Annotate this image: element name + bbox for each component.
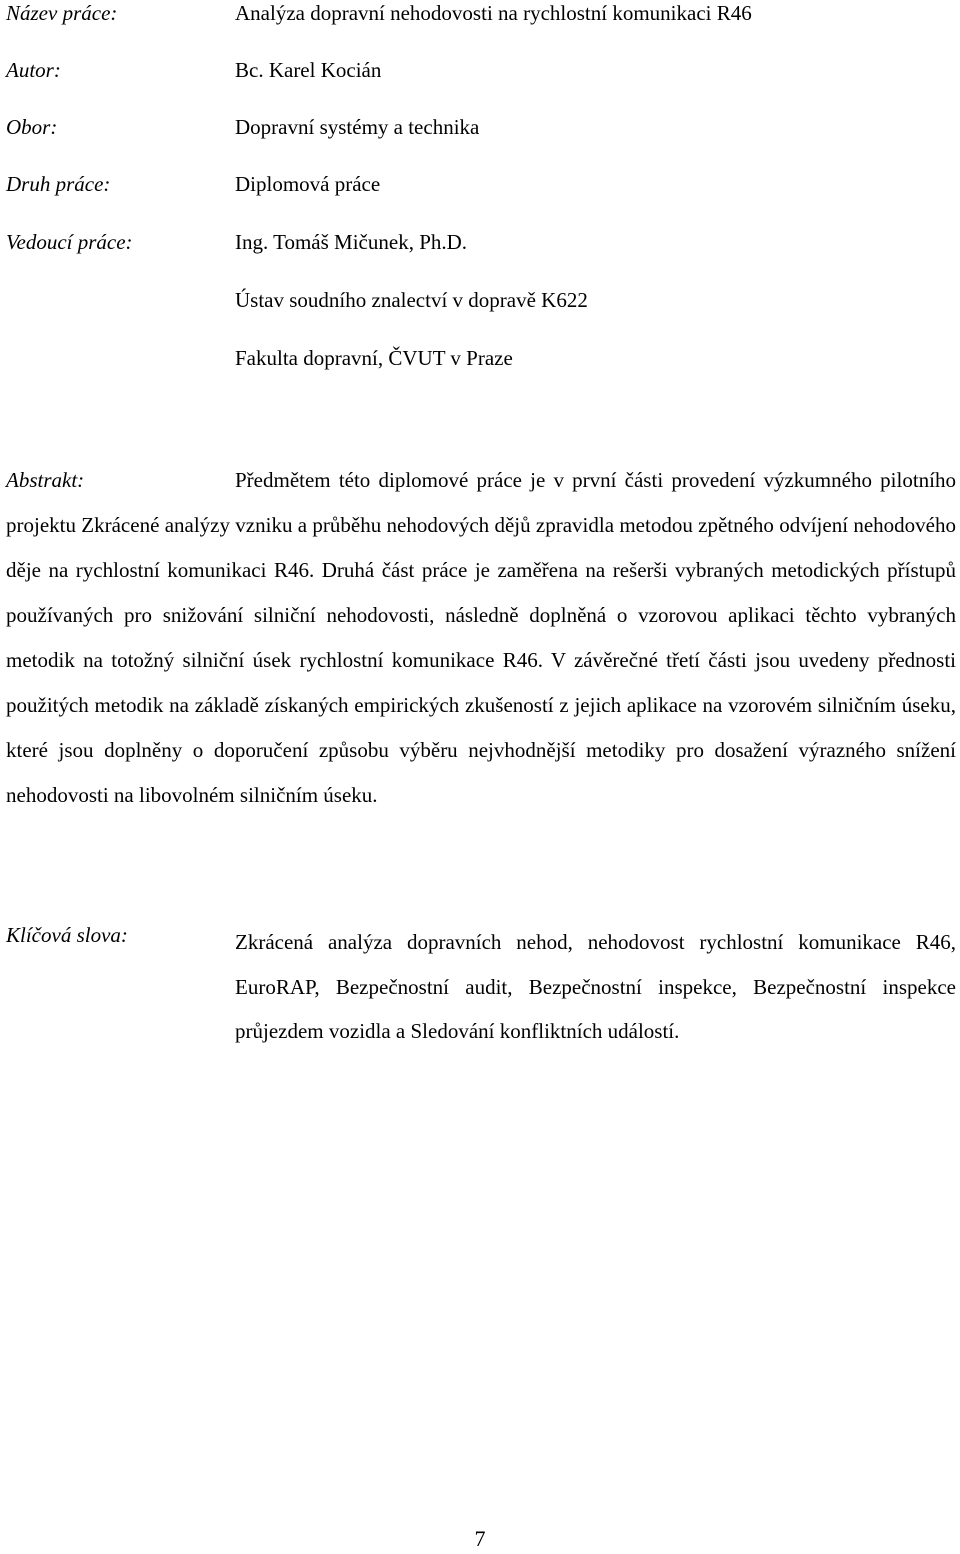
type-label: Druh práce: [6, 172, 111, 196]
title-value: Analýza dopravní nehodovosti na rychlostní komunikaci R46 [235, 1, 752, 25]
abstract-paragraph [6, 458, 956, 818]
supervisor-label: Vedoucí práce: [6, 230, 133, 254]
author-value: Bc. Karel Kocián [235, 58, 382, 82]
keywords-label: Klíčová slova: [6, 923, 128, 947]
supervisor-value: Ing. Tomáš Mičunek, Ph.D. [235, 230, 468, 254]
field-label: Obor: [6, 115, 58, 139]
page-number: 7 [474, 1526, 486, 1551]
title-label: Název práce: [6, 1, 118, 25]
type-value: Diplomová práce [235, 172, 381, 196]
institute-value: Ústav soudního znalectví v dopravě K622 [235, 288, 588, 312]
faculty-value: Fakulta dopravní, ČVUT v Praze [235, 346, 513, 370]
field-value: Dopravní systémy a technika [235, 115, 480, 139]
abstract-text: Předmětem této diplomové práce je v první části provedení výzkumného pilotního projektu Zkrácené analýzy vzniku a průběhu nehodových dějů zpravidla metodou zpětného odvíjení nehodového děje na rychlostní komunikaci R46. Druhá část práce je zaměřena na rešerši vybraných metodických přístupů používaných pro snižování silniční nehodovosti, následně doplněná o vzorovou aplikaci těchto vybraných metodik na totožný silniční úsek rychlostní komunikace R46. V závěrečné třetí části jsou uvedeny přednosti použitých metodik na základě získaných empirických zkušeností z jejich aplikace na vzorovém silničním úseku, které jsou doplněny o doporučení způsobu výběru nejvhodnější metodiky pro dosažení výrazného snížení nehodovosti na libovolném silničním úseku. [6, 468, 956, 807]
keywords-text: Zkrácená analýza dopravních nehod, nehodovost rychlostní komunikace R46, EuroRAP, Bezpečnostní audit, Bezpečnostní inspekce, Bezpečnostní inspekce průjezdem vozidla a Sledování konfliktních událostí. [235, 930, 956, 1043]
abstract-label: Abstrakt: [6, 468, 85, 492]
author-label: Autor: [6, 58, 61, 82]
